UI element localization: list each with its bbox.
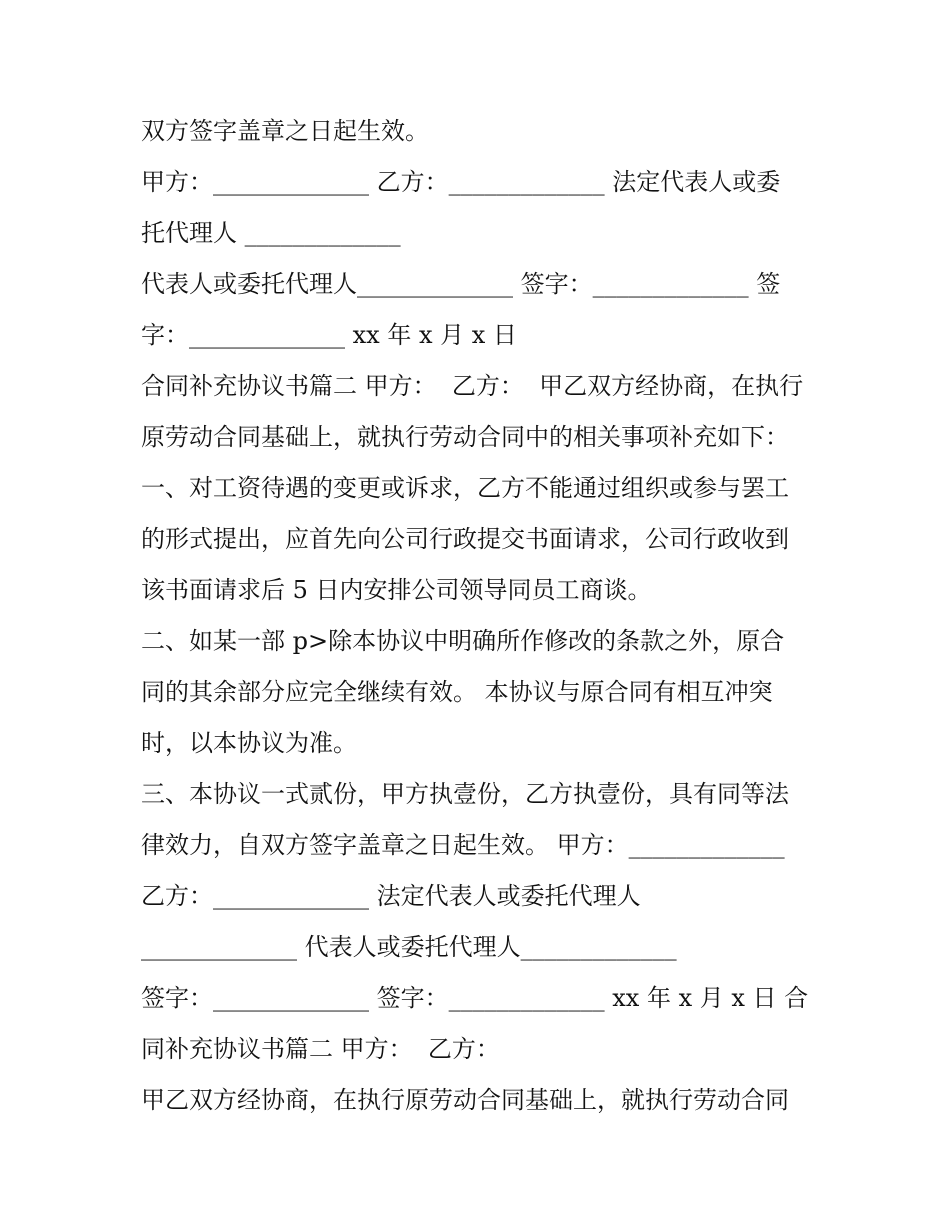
- text-line: 的形式提出，应首先向公司行政提交书面请求，公司行政收到: [141, 525, 789, 553]
- text-line: 合同补充协议书篇二 甲方： 乙方： 甲乙双方经协商，在执行: [141, 372, 804, 400]
- text-line: 双方签字盖章之日起生效。: [141, 117, 429, 145]
- text-line: 签字：_____________ 签字：_____________ xx 年 x 月 x 日 合: [141, 984, 809, 1012]
- text-line: 时，以本协议为准。: [141, 729, 357, 757]
- text-line: 同的其余部分应完全继续有效。 本协议与原合同有相互冲突: [141, 678, 773, 706]
- text-line: 二、如某一部 p>除本协议中明确所作修改的条款之外，原合: [141, 627, 785, 655]
- text-line: 同补充协议书篇二 甲方： 乙方：: [141, 1035, 500, 1063]
- text-line: 该书面请求后 5 日内安排公司领导同员工商谈。: [141, 576, 652, 604]
- text-line: 一、对工资待遇的变更或诉求，乙方不能通过组织或参与罢工: [141, 474, 789, 502]
- text-line: 甲方：_____________ 乙方：_____________ 法定代表人或委: [141, 168, 781, 196]
- text-line: _____________ 代表人或委托代理人_____________: [141, 933, 677, 961]
- text-line: 三、本协议一式贰份，甲方执壹份，乙方执壹份，具有同等法: [141, 780, 789, 808]
- text-line: 原劳动合同基础上，就执行劳动合同中的相关事项补充如下：: [141, 423, 789, 451]
- text-line: 乙方：_____________ 法定代表人或委托代理人: [141, 882, 641, 910]
- text-line: 律效力，自双方签字盖章之日起生效。 甲方：_____________: [141, 831, 785, 859]
- text-line: 甲乙双方经协商，在执行原劳动合同基础上，就执行劳动合同: [141, 1086, 789, 1114]
- text-line: 托代理人 _____________: [141, 219, 401, 247]
- text-line: 代表人或委托代理人_____________ 签字：_____________ 签: [141, 270, 781, 298]
- text-line: 字：_____________ xx 年 x 月 x 日: [141, 321, 517, 349]
- document-body: [141, 106, 821, 1126]
